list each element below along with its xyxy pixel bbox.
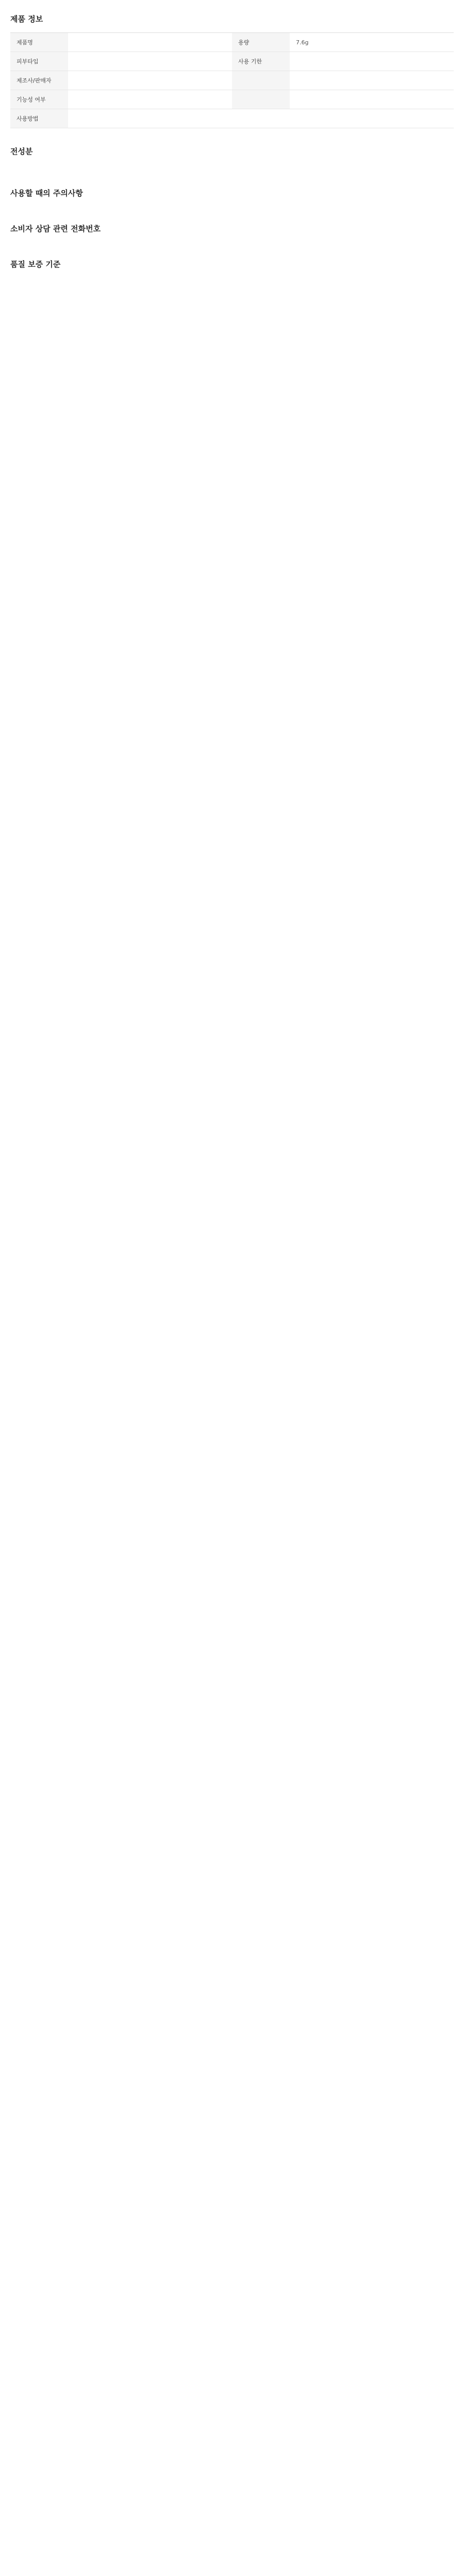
product-info-title: 제품 정보 bbox=[10, 14, 43, 24]
label-extra bbox=[232, 90, 290, 109]
label-product-name: 제품명 bbox=[10, 33, 68, 52]
table-row bbox=[10, 52, 454, 71]
warranty-title: 품질 보증 기준 bbox=[10, 260, 61, 269]
value-origin bbox=[290, 71, 454, 90]
label-skin-type: 피부타입 bbox=[10, 52, 68, 71]
label-manufacturer: 제조사/판매자 bbox=[10, 71, 68, 90]
table-row bbox=[10, 90, 454, 109]
value-skin-type bbox=[68, 52, 232, 71]
product-detail-page bbox=[0, 0, 464, 287]
value-expiry bbox=[290, 52, 454, 71]
label-origin bbox=[232, 71, 290, 90]
label-functional: 기능성 여부 bbox=[10, 90, 68, 109]
value-product-name bbox=[68, 33, 232, 52]
value-capacity: 7.6g bbox=[290, 33, 454, 52]
table-row bbox=[10, 71, 454, 90]
label-expiry: 사용 기한 bbox=[232, 52, 290, 71]
value-manufacturer bbox=[68, 71, 232, 90]
table-row bbox=[10, 109, 454, 128]
table-row bbox=[10, 33, 454, 52]
product-info-table bbox=[10, 32, 454, 128]
value-functional bbox=[68, 90, 232, 109]
value-extra bbox=[290, 90, 454, 109]
consumer-contact-title: 소비자 상담 관련 전화번호 bbox=[10, 224, 101, 233]
precautions-title: 사용할 때의 주의사항 bbox=[10, 189, 83, 198]
label-capacity: 용량 bbox=[232, 33, 290, 52]
value-usage bbox=[68, 109, 454, 128]
label-usage: 사용방법 bbox=[10, 109, 68, 128]
ingredients-title: 전성분 bbox=[10, 147, 33, 156]
